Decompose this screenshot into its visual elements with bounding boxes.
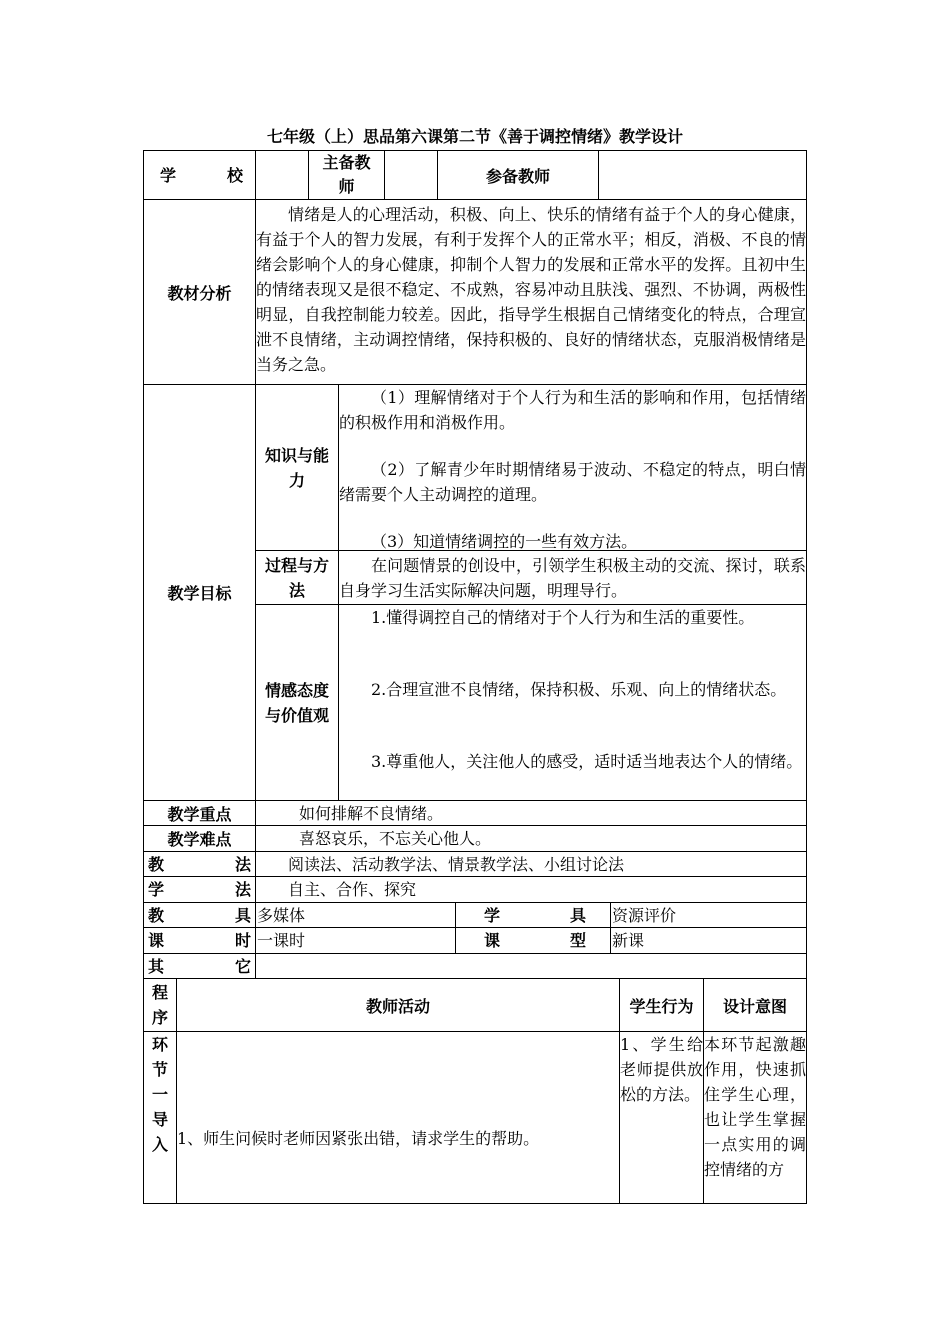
emotion-label-line-2: 与价值观: [265, 705, 330, 725]
learn-method-label-cell: [143, 876, 256, 903]
emotion-item-2: 2.合理宣泄不良情绪，保持积极、乐观、向上的情绪状态。: [371, 680, 787, 699]
step-cell: [143, 1031, 177, 1204]
assist-teacher-label: 参备教师: [437, 150, 599, 200]
col-step-header: 程序: [143, 978, 177, 1032]
school-value-cell: [255, 150, 309, 200]
duration-value: 一课时: [257, 931, 306, 950]
student-behavior-cell: [619, 1031, 704, 1204]
teach-method-cell: [255, 851, 807, 877]
teach-method-label-char-1: 教: [148, 855, 165, 874]
difficulty-cell: [255, 825, 807, 852]
lesson-type-label-char-2: 型: [569, 931, 586, 950]
duration-label-char-2: 时: [234, 931, 251, 950]
key-point-cell: [255, 800, 807, 826]
analysis-text: 情绪是人的心理活动，积极、向上、快乐的情绪有益于个人的身心健康，有益于个人的智力发展，有利于发挥个人的正常水平；相反，消极、不良的情绪会影响个人的身心健康，抑制个人智力的发展和正常水平的发挥。且初中生的情绪表现又是很不稳定、不成熟，容易冲动且肤浅、强烈、不协调，两极性明显，自我控制能力较差。因此，指导学生根据自己情绪变化的特点，合理宣泄不良情绪，主动调控情绪，保持积极的、良好的情绪状态，克服消极情绪是当务之急。: [256, 205, 806, 374]
teach-tools-label-char-2: 具: [234, 906, 251, 925]
analysis-cell: [255, 199, 807, 385]
knowledge-label: 知识与能力: [255, 384, 339, 551]
teach-tools-cell: [255, 902, 456, 928]
teach-tools-label-char-1: 教: [148, 906, 165, 925]
teacher-activity-text: 1、师生问候时老师因紧张出错，请求学生的帮助。: [177, 1129, 540, 1148]
learn-tools-label-char-1: 学: [484, 906, 501, 925]
col-intent-header: 设计意图: [703, 978, 807, 1032]
teach-tools-label-cell: [143, 902, 256, 928]
col-teacher-header: 教师活动: [176, 978, 620, 1032]
design-intent-text: 本环节起激趣作用，快速抓住学生心理，也让学生掌握一点实用的调控情绪的方: [704, 1035, 806, 1179]
learn-method-cell: [255, 876, 807, 903]
lesson-type-label-char-1: 课: [484, 931, 501, 950]
lesson-type-cell: [610, 927, 807, 954]
knowledge-cell: [338, 384, 807, 551]
emotion-cell: [338, 604, 807, 801]
lesson-type-label-cell: [455, 927, 611, 954]
teach-tools-value: 多媒体: [257, 906, 306, 925]
lesson-type-value: 新课: [612, 931, 645, 950]
student-behavior-text: 1、学生给老师提供放松的方法。: [620, 1035, 703, 1104]
emotion-label-cell: [255, 604, 339, 801]
learn-tools-label-cell: [455, 902, 611, 928]
design-intent-cell: [703, 1031, 807, 1204]
other-label-char-1: 其: [148, 957, 165, 976]
knowledge-item-3: （3）知道情绪调控的一些有效方法。: [371, 532, 638, 551]
key-point-value: 如何排解不良情绪。: [299, 804, 444, 823]
learn-method-label-char-2: 法: [234, 880, 251, 899]
difficulty-value: 喜怒哀乐，不忘关心他人。: [299, 829, 492, 848]
teacher-activity-cell: [176, 1031, 620, 1204]
learn-tools-cell: [610, 902, 807, 928]
duration-label-cell: [143, 927, 256, 954]
duration-label-char-1: 课: [148, 931, 165, 950]
page-title: 七年级（上）思品第六课第二节《善于调控情绪》教学设计: [266, 127, 683, 146]
learn-tools-value: 资源评价: [612, 906, 677, 925]
teach-method-label-cell: [143, 851, 256, 877]
knowledge-item-2: （2）了解青少年时期情绪易于波动、不稳定的特点，明白情绪需要个人主动调控的道理。: [339, 460, 806, 504]
duration-cell: [255, 927, 456, 954]
emotion-label-line-1: 情感态度: [265, 680, 330, 700]
emotion-item-3: 3.尊重他人，关注他人的感受，适时适当地表达个人的情绪。: [371, 752, 803, 771]
emotion-item-1: 1.懂得调控自己的情绪对于个人行为和生活的重要性。: [371, 608, 755, 627]
teach-method-label-char-2: 法: [234, 855, 251, 874]
lead-teacher-label: 主备教师: [308, 150, 385, 200]
analysis-label: 教材分析: [143, 199, 256, 385]
process-cell: [338, 550, 807, 605]
process-text: 在问题情景的创设中，引领学生积极主动的交流、探讨，联系自身学习生活实际解决问题，明理导行。: [339, 556, 806, 600]
knowledge-item-1: （1）理解情绪对于个人行为和生活的影响和作用，包括情绪的积极作用和消极作用。: [339, 388, 806, 432]
key-point-label: 教学重点: [143, 800, 256, 826]
process-label: 过程与方法: [255, 550, 339, 605]
school-label-cell: [143, 150, 256, 200]
difficulty-label: 教学难点: [143, 825, 256, 852]
step-label: 环节一导入: [151, 1035, 168, 1154]
teach-method-value: 阅读法、活动教学法、情景教学法、小组讨论法: [288, 855, 625, 874]
other-label-char-2: 它: [234, 957, 251, 976]
school-label-char-1: 学: [160, 166, 177, 185]
school-label-char-2: 校: [226, 166, 243, 185]
lead-teacher-value-cell: [384, 150, 438, 200]
other-cell: [255, 953, 807, 979]
learn-tools-label-char-2: 具: [569, 906, 586, 925]
assist-teacher-value-cell: [598, 150, 807, 200]
learn-method-value: 自主、合作、探究: [288, 880, 417, 899]
col-student-header: 学生行为: [619, 978, 704, 1032]
learn-method-label-char-1: 学: [148, 880, 165, 899]
other-label-cell: [143, 953, 256, 979]
goals-label: 教学目标: [143, 384, 256, 801]
